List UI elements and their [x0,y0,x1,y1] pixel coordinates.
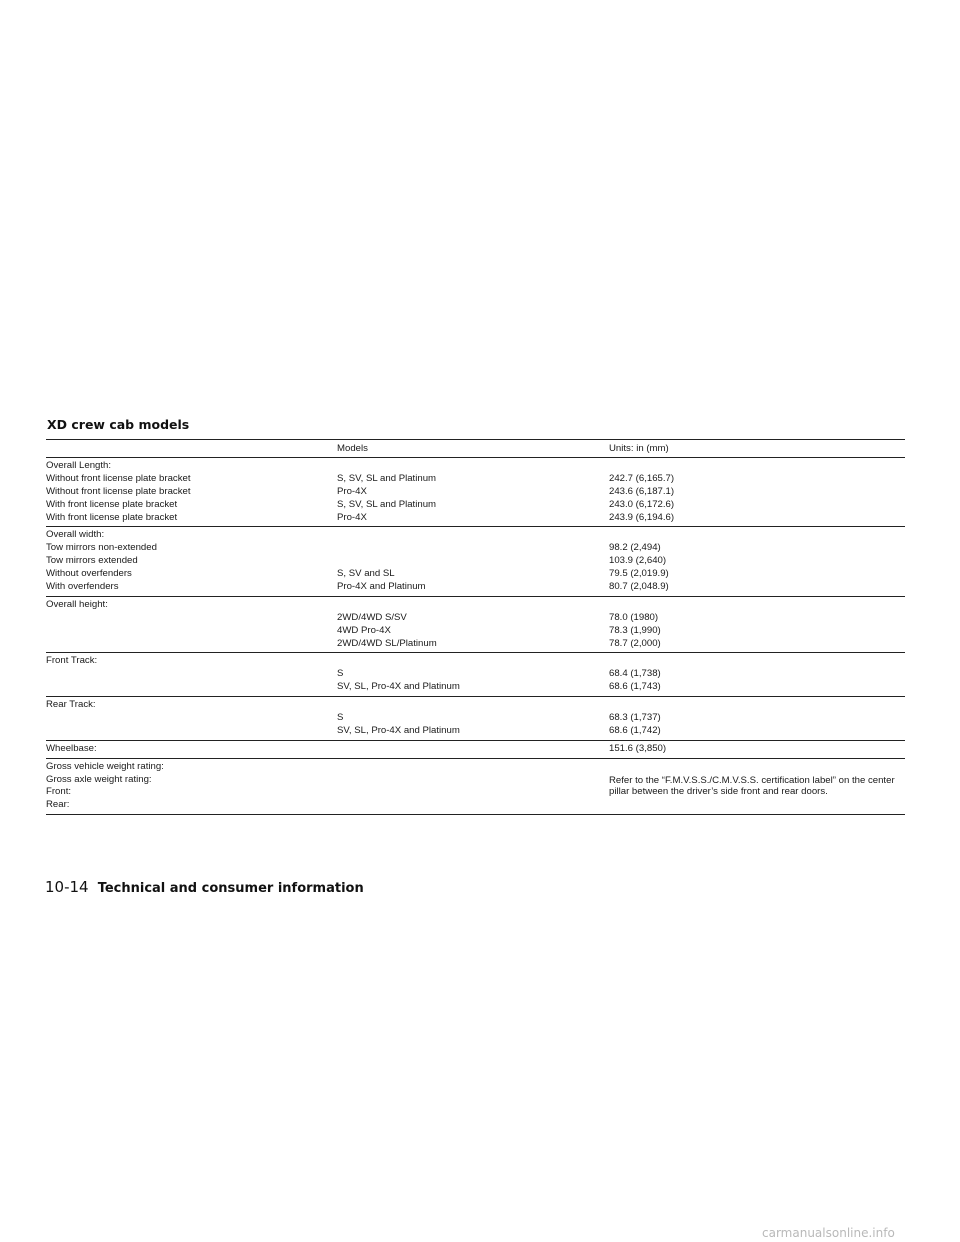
group-heading: Rear Track: [46,699,96,711]
group-overall-length [46,458,905,527]
row-model: SV, SL, Pro-4X and Platinum [337,724,460,736]
row-label: Without front license plate bracket [46,485,191,497]
row-label: Front: [46,786,72,798]
row-value: 68.4 (1,738) [609,668,661,680]
group-front-track [46,653,905,697]
row-label: With front license plate bracket [46,511,178,523]
row-label: Wheelbase: [46,742,97,754]
row-label: Rear: [46,799,70,811]
row-value: 80.7 (2,048.9) [609,581,669,593]
weight-note: Refer to the “F.M.V.S.S./C.M.V.S.S. certification label” on the center pillar between the driver’s side front and rear doors. [609,774,895,798]
row-label: Gross vehicle weight rating: [46,760,164,772]
row-label: Gross axle weight rating: [46,773,152,785]
header-units: Units: in (mm) [609,443,669,454]
row-label: Without overfenders [46,568,132,580]
row-model: S, SV and SL [337,568,395,580]
group-heading: Front Track: [46,655,98,667]
row-label: Tow mirrors non-extended [46,542,157,554]
row-model: SV, SL, Pro-4X and Platinum [337,681,460,693]
row-model: S, SV, SL and Platinum [337,498,437,510]
row-label: Tow mirrors extended [46,555,138,567]
row-value: 68.6 (1,742) [609,724,661,736]
row-label: With front license plate bracket [46,498,178,510]
table-header [46,440,905,458]
group-weight-rating [46,759,905,816]
row-value: 79.5 (2,019.9) [609,568,669,580]
row-value: 68.3 (1,737) [609,712,661,724]
group-heading: Overall height: [46,598,108,610]
row-model: 2WD/4WD S/SV [337,611,407,623]
row-model: S, SV, SL and Platinum [337,472,437,484]
row-value: 243.6 (6,187.1) [609,485,675,497]
row-value: 151.6 (3,850) [609,742,667,754]
row-model: Pro-4X [337,485,367,497]
table-row [46,625,905,638]
row-model: 2WD/4WD SL/Platinum [337,637,437,649]
group-overall-height [46,597,905,654]
table-row [46,512,905,525]
table-row [46,743,905,756]
row-value: 78.0 (1980) [609,611,659,623]
row-model: 4WD Pro-4X [337,624,391,636]
row-model: S [337,712,344,724]
section-title: XD crew cab models [47,417,190,432]
row-label: Without front license plate bracket [46,472,191,484]
group-wheelbase [46,741,905,759]
dimensions-table [46,439,905,815]
table-row [46,486,905,499]
row-model: S [337,668,344,680]
group-heading: Overall Length: [46,460,112,471]
table-row [46,638,905,651]
table-row [46,581,905,594]
watermark: carmanualsonline.info [762,1226,895,1240]
group-rear-track [46,697,905,741]
row-value: 78.3 (1,990) [609,624,661,636]
table-row [46,712,905,725]
table-row [46,668,905,681]
row-model: Pro-4X [337,511,367,523]
row-value: 242.7 (6,165.7) [609,472,675,484]
header-models: Models [337,443,368,454]
page-number: 10-14 [45,878,89,896]
row-label: With overfenders [46,581,119,593]
row-value: 78.7 (2,000) [609,637,661,649]
table-row [46,499,905,512]
table-row [46,473,905,486]
row-value: 98.2 (2,494) [609,542,661,554]
table-row [46,568,905,581]
table-row [46,555,905,568]
table-row [46,681,905,694]
group-heading: Overall width: [46,529,105,541]
group-overall-width [46,527,905,596]
table-row [46,725,905,738]
row-value: 243.9 (6,194.6) [609,511,675,523]
row-value: 68.6 (1,743) [609,681,661,693]
chapter-title: Technical and consumer information [97,881,364,896]
table-row [46,612,905,625]
row-value: 103.9 (2,640) [609,555,667,567]
row-value: 243.0 (6,172.6) [609,498,675,510]
page-footer [45,877,364,896]
row-model: Pro-4X and Platinum [337,581,426,593]
table-row [46,542,905,555]
